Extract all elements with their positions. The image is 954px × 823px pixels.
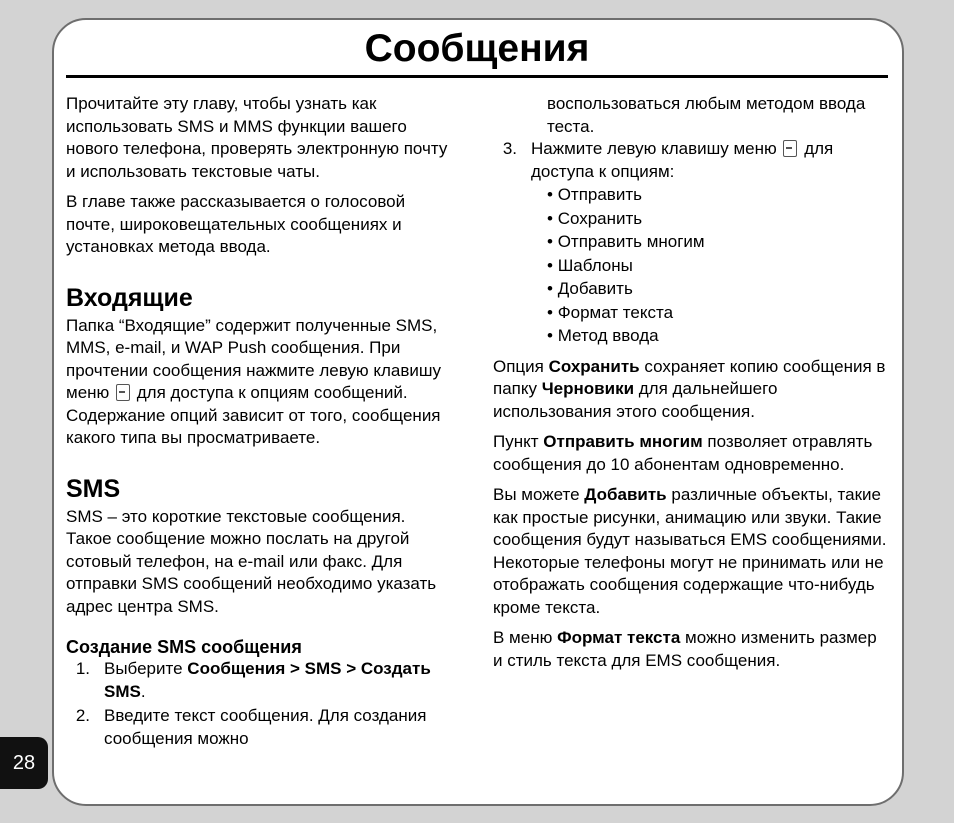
step-1-text bbox=[104, 658, 451, 703]
create-sms-heading: Создание SMS сообщения bbox=[66, 637, 302, 657]
step-3-text-2: для доступа к опциям: bbox=[531, 139, 834, 181]
list-item: • Сохранить bbox=[547, 208, 643, 228]
step-3-text-1: Нажмите левую клавишу меню bbox=[531, 139, 777, 158]
format-paragraph: В меню Формат текста можно изменить размер и стиль текста для EMS сообщения. bbox=[493, 628, 877, 670]
step-1-number: 1. bbox=[75, 659, 90, 678]
step-3-number: 3. bbox=[502, 139, 517, 158]
add-paragraph: Вы можете Добавить различные объекты, такие как простые рисунки, анимацию или звуки. Такие сообщения будут называться EMS сообщениями. Некоторые телефоны могут не принимать или не отображать сообщения содержащие что-нибудь кроме текста. bbox=[493, 485, 887, 617]
left-softkey-icon bbox=[783, 140, 797, 157]
inbox-heading: Входящие bbox=[66, 283, 193, 312]
step-2-text-left: Введите текст сообщения. Для создания сообщения можно bbox=[104, 706, 427, 748]
list-item: • Отправить bbox=[547, 185, 642, 204]
step-1-suffix: . bbox=[140, 681, 146, 701]
intro-paragraph-1: Прочитайте эту главу, чтобы узнать как использовать SMS и MMS функции вашего нового телефона, проверять электронную почту и использовать текстовые чаты. bbox=[66, 94, 448, 181]
list-item: • Формат текста bbox=[547, 302, 674, 322]
left-softkey-icon bbox=[116, 384, 130, 401]
step-1 bbox=[66, 658, 451, 703]
list-item: • Отправить многим bbox=[547, 232, 705, 251]
send-multiple-paragraph: Пункт Отправить многим позволяет отравлять сообщения до 10 абонентам одновременно. bbox=[493, 432, 873, 474]
list-item: • Шаблоны bbox=[547, 255, 633, 275]
sms-heading: SMS bbox=[66, 474, 121, 503]
sms-paragraph: SMS – это короткие текстовые сообщения. Такое сообщение можно послать на другой сотовый телефон, на e-mail или факс. Для отправки SMS сообщений необходимо указать адрес центра SMS. bbox=[66, 506, 437, 616]
title-divider bbox=[66, 75, 888, 78]
inbox-paragraph bbox=[66, 315, 451, 450]
save-paragraph: Опция Сохранить сохраняет копию сообщения в папку Черновики для дальнейшего использования этого сообщения. bbox=[493, 356, 886, 421]
left-column bbox=[66, 93, 451, 750]
step-1-menu-path: Сообщения > SMS > Создать SMS bbox=[104, 659, 431, 701]
list-item: • Метод ввода bbox=[547, 326, 659, 345]
right-column bbox=[493, 93, 888, 680]
step-2-number: 2. bbox=[75, 706, 90, 725]
inbox-text-2: для доступа к опциям сообщений. Содержание опций зависит от того, сообщения какого типа вы просматриваете. bbox=[66, 383, 441, 447]
step-1-prefix: Выберите bbox=[104, 659, 183, 678]
page-number-tab: 28 bbox=[0, 737, 48, 789]
step-2 bbox=[66, 705, 451, 750]
list-item: • Добавить bbox=[547, 279, 633, 298]
step-2-continued: воспользоваться любым методом ввода теста. bbox=[547, 94, 866, 136]
page-title: Сообщения bbox=[364, 27, 590, 70]
step-3 bbox=[493, 138, 888, 183]
options-list bbox=[493, 183, 888, 348]
intro-paragraph-2: В главе также рассказывается о голосовой почте, широковещательных сообщениях и установках метода ввода. bbox=[66, 192, 406, 256]
inbox-text-1: Папка “Входящие” содержит полученные SMS, MMS, e-mail, и WAP Push сообщения. При прочтении сообщения нажмите левую клавишу меню bbox=[66, 315, 441, 402]
step-3-text bbox=[531, 138, 888, 183]
